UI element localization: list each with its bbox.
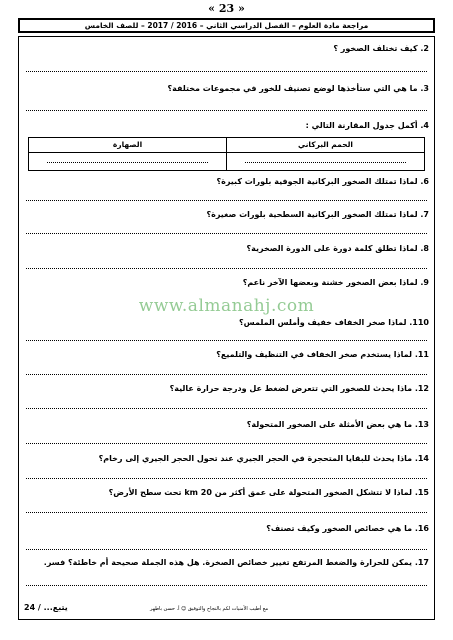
worksheet-header [18,18,435,33]
question-11: 11. لماذا يستخدم صخر الخفاف في التنظيف والتلميع؟ [216,350,429,359]
table-column-lava [227,138,424,170]
answer-line [26,512,427,513]
question-4: 4. أكمل جدول المقارنة التالي : [305,121,429,130]
watermark: www.almanahj.com [138,296,315,316]
question-9: 9. لماذا بعض الصخور خشنة وبعضها الآخر ناعم؟ [242,278,429,287]
question-14: 14. ماذا يحدث للبقايا المتحجرة في الحجر الجيري عند تحول الحجر الجيري إلى رخام؟ [98,454,429,463]
answer-line [26,478,427,479]
question-17: 17. يمكن للحرارة والضغط المرتفع تغيير خصائص الصخرة. هل هذه الجملة صحيحة أم خاطئة؟ فسر. [43,558,429,567]
question-15: 15. لماذا لا تتشكل الصخور المتحولة على عمق أكثر من 20 km تحت سطح الأرض؟ [108,488,429,497]
answer-line [26,374,427,375]
comparison-table [28,137,425,171]
answer-line [26,200,427,201]
answer-line [26,585,427,586]
answer-line [26,71,427,72]
table-column-magma [29,138,227,170]
answer-line [26,268,427,269]
question-3: 3. ما هي التي ستأخذها لوضع تصنيف للخور في مجموعات مختلفة؟ [167,84,429,93]
continue-note: يتبع... / 24 [24,603,68,612]
question-6: 6. لماذا تمتلك الصخور البركانية الجوفية بلورات كبيرة؟ [216,177,429,186]
footer-note: مع أطيب الأمنيات لكم بالنجاح والتوفيق ☺ أ. حسن باطهر [150,606,269,612]
table-header-magma: الصهارة [29,138,226,153]
question-13: 13. ما هي بعض الأمثلة على الصخور المتحولة؟ [246,420,429,429]
table-cell-lava [227,153,424,170]
answer-line [26,408,427,409]
page-number: « 23 » [208,2,245,15]
answer-line [26,549,427,550]
question-2: 2. كيف تختلف الصخور ؟ [333,44,429,53]
question-7: 7. لماذا تمتلك الصخور البركانية السطحية بلورات صغيرة؟ [206,210,429,219]
answer-line [26,233,427,234]
question-12: 12. ماذا يحدث للصخور التي تتعرض لضغط عل ودرجة حرارة عالية؟ [169,384,429,393]
question-8: 8. لماذا تطلق كلمة دورة على الدورة الصخرية؟ [246,244,429,253]
question-16: 16. ما هي خصائص الصخور وكيف تصنف؟ [266,524,429,533]
table-cell-magma [29,153,226,170]
table-header-lava: الحمم البركاني [227,138,424,153]
answer-line [26,340,427,341]
answer-line [26,443,427,444]
answer-line [26,110,427,111]
question-110: 110. لماذا صخر الخفاف خفيف وأملس الملمس؟ [239,318,429,327]
header-text: مراجعة مادة العلوم – الفصل الدراسي الثاني – 2016 / 2017 – للصف الخامس [84,21,369,30]
